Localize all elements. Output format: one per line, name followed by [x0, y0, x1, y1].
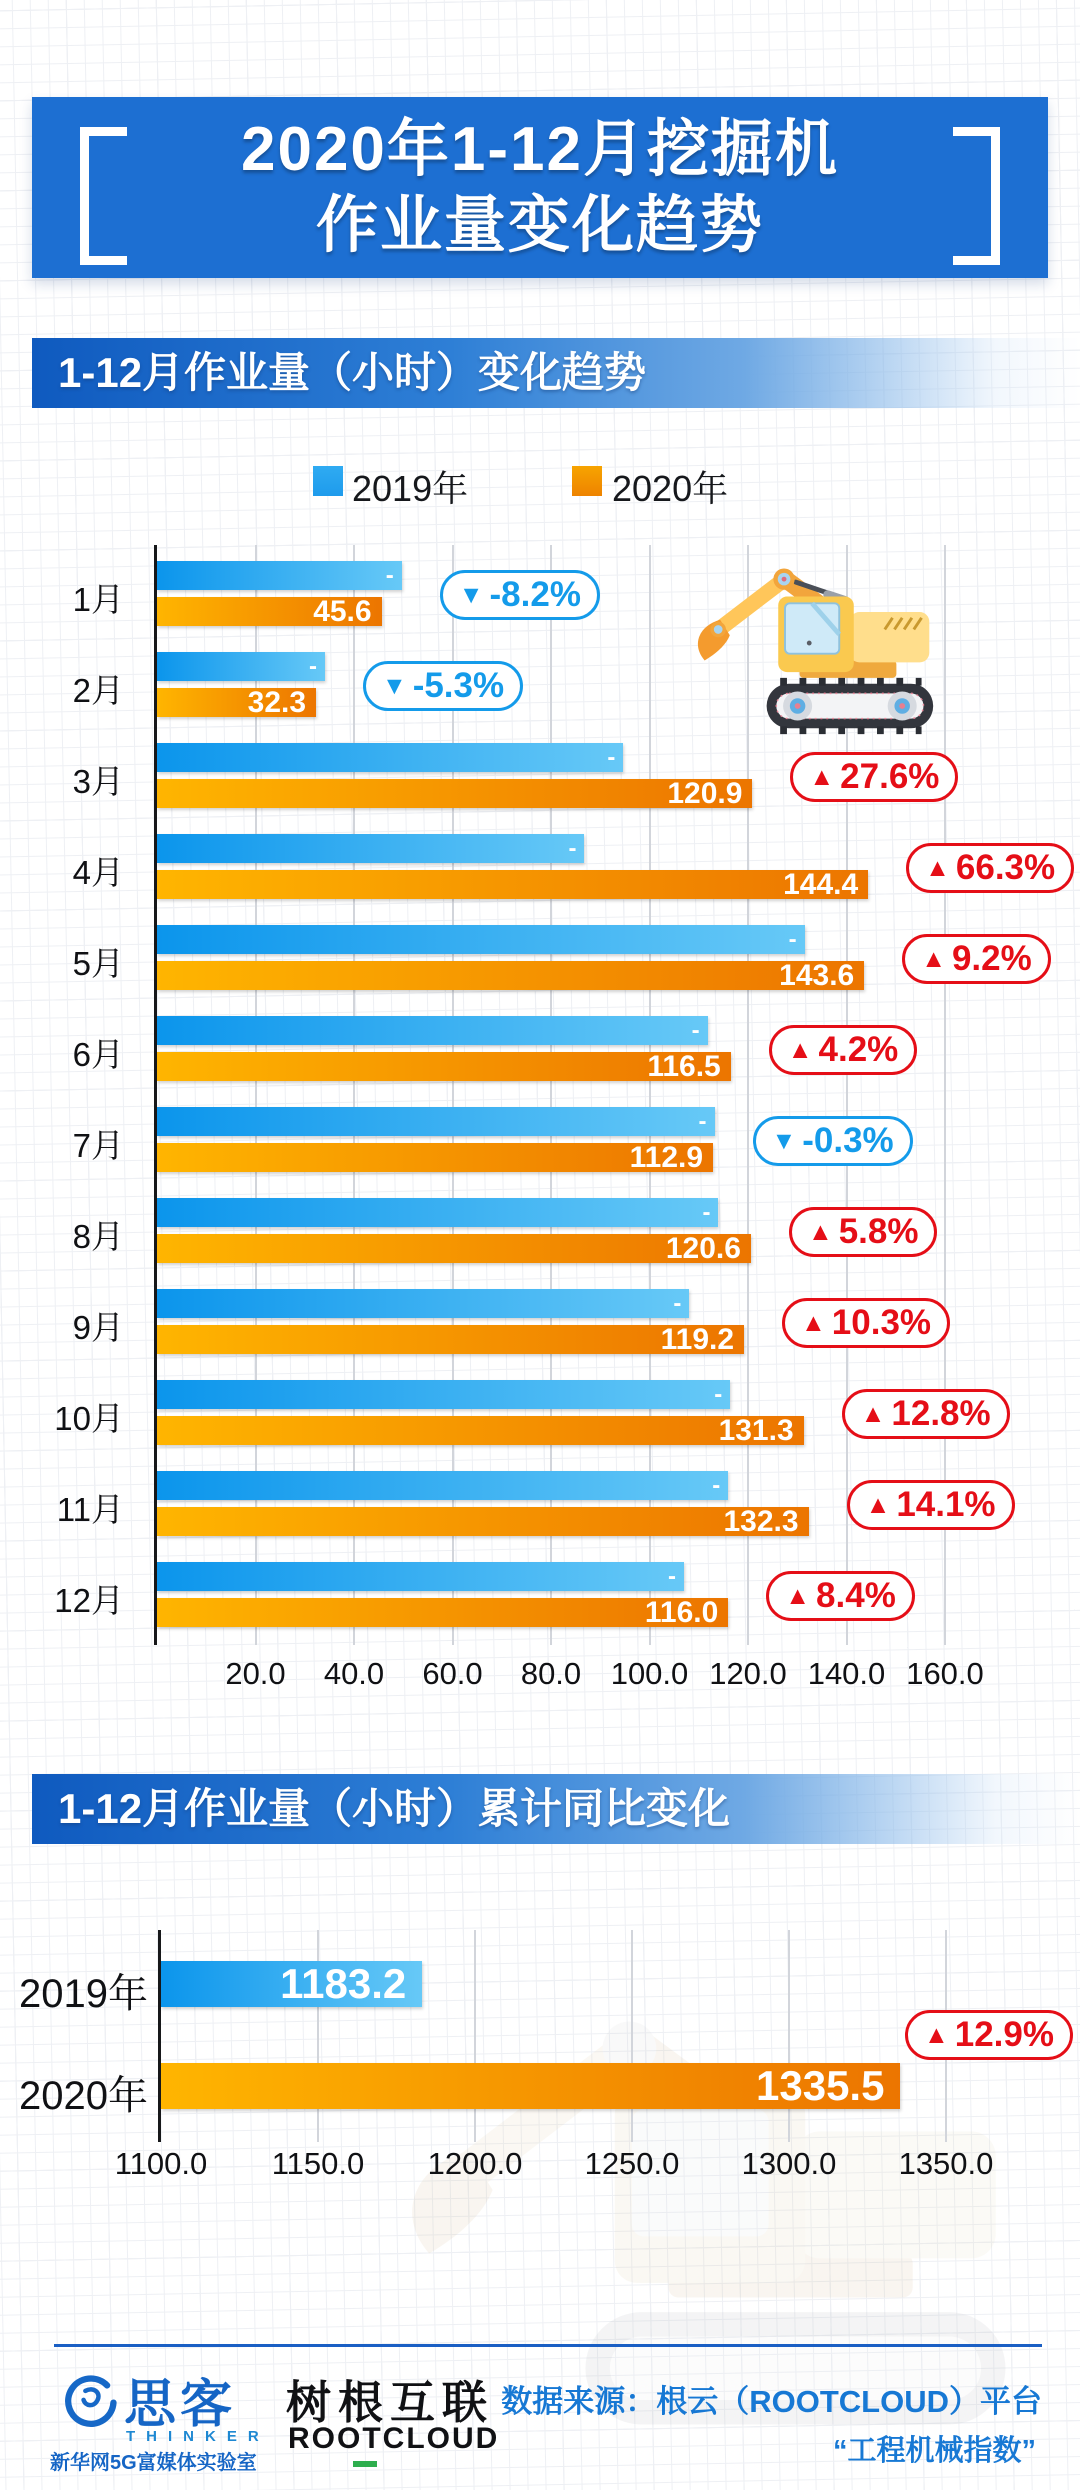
- month-label-1: 1月: [72, 581, 124, 618]
- bar-2020-month-4: 144.4: [157, 870, 868, 899]
- bar-2020-month-8: 120.6: [157, 1234, 751, 1263]
- month-label-8: 8月: [72, 1218, 124, 1255]
- chart1-tick-label: 140.0: [807, 1656, 886, 1691]
- up-triangle-icon: ▲: [925, 853, 950, 882]
- chart2-tick-label: 1250.0: [584, 2146, 680, 2181]
- month-label-5: 5月: [72, 945, 124, 982]
- bar-2020-month-12: 116.0: [157, 1598, 728, 1627]
- chart2-tick-label: 1150.0: [271, 2146, 365, 2181]
- chart2-tick-label: 1100.0: [114, 2146, 208, 2181]
- change-badge-month-9: [782, 1298, 950, 1348]
- change-badge-month-8: [789, 1207, 938, 1257]
- bar-2019-month-1: -: [157, 561, 402, 590]
- month-label-11: 11月: [56, 1491, 124, 1528]
- chart2-gridline-1200.0: [474, 1930, 476, 2142]
- chart1-tick-label: 60.0: [422, 1656, 483, 1691]
- chart1-tick-label: 100.0: [610, 1656, 689, 1691]
- chart2-gridline-1250.0: [631, 1930, 633, 2142]
- up-triangle-icon: ▲: [787, 1035, 813, 1064]
- section2-header: 1-12月作业量（小时）累计同比变化: [32, 1774, 1080, 1844]
- change-badge-month-4: [906, 843, 1074, 893]
- thinker-logo-text: 思客: [124, 2376, 237, 2434]
- page-title-line2: 作业量变化趋势: [315, 190, 764, 260]
- change-value: 14.1%: [896, 1485, 996, 1524]
- chart1-tick-label: 160.0: [906, 1656, 984, 1691]
- chart2-tick-label: 1200.0: [427, 2146, 523, 2181]
- change-badge-month-5: [902, 934, 1051, 984]
- bar-2020-month-6: 116.5: [157, 1052, 731, 1081]
- bar-2020-month-11: 132.3: [157, 1507, 809, 1536]
- month-label-12: 12月: [54, 1582, 124, 1619]
- change-badge-month-3: [790, 752, 958, 802]
- rootcloud-logo-latin: ROOTCLOUD: [288, 2422, 500, 2455]
- page-title: [32, 97, 1048, 278]
- total-bar-2020年: 1335.5: [161, 2063, 900, 2109]
- change-value: -0.3%: [802, 1121, 894, 1160]
- change-value: 4.2%: [818, 1030, 899, 1069]
- bar-2019-month-5: -: [157, 925, 805, 954]
- up-triangle-icon: ▲: [860, 1399, 886, 1428]
- change-value: 27.6%: [840, 757, 940, 796]
- up-triangle-icon: ▲: [801, 1308, 826, 1337]
- change-value: -5.3%: [412, 666, 505, 705]
- bar-2019-month-2: -: [157, 652, 325, 681]
- change-value: 12.9%: [954, 2015, 1054, 2054]
- month-label-10: 10月: [54, 1400, 124, 1437]
- change-value: 66.3%: [955, 848, 1056, 887]
- month-label-4: 4月: [72, 854, 124, 891]
- month-label-3: 3月: [72, 763, 124, 800]
- change-value: 9.2%: [951, 939, 1032, 978]
- up-triangle-icon: ▲: [807, 1217, 833, 1246]
- left-bracket-icon: [80, 127, 127, 265]
- up-triangle-icon: ▲: [809, 762, 835, 791]
- change-value: 10.3%: [831, 1303, 932, 1342]
- thinker-logo-icon: [60, 2370, 118, 2428]
- data-source-line1: 数据来源：根云（ROOTCLOUD）平台: [501, 2384, 1042, 2419]
- bar-2020-month-5: 143.6: [157, 961, 864, 990]
- right-bracket-icon: [953, 127, 1000, 265]
- total-bar-2019年: 1183.2: [161, 1961, 422, 2007]
- bar-2020-month-9: 119.2: [157, 1325, 744, 1354]
- bar-2020-month-1: 45.6: [157, 597, 382, 626]
- month-label-7: 7月: [72, 1127, 124, 1164]
- legend-label-2020: 2020年: [612, 468, 729, 509]
- month-label-6: 6月: [72, 1036, 124, 1073]
- chart2-tick-label: 1300.0: [741, 2146, 837, 2181]
- bar-2019-month-12: -: [157, 1562, 684, 1591]
- chart1-tick-label: 40.0: [323, 1656, 385, 1691]
- chart1-tick-label: 120.0: [709, 1656, 787, 1691]
- change-badge-total: [905, 2010, 1073, 2060]
- bar-2019-month-7: -: [157, 1107, 715, 1136]
- section1-header: 1-12月作业量（小时）变化趋势: [32, 338, 1080, 408]
- chart2-tick-label: 1350.0: [898, 2146, 994, 2181]
- year-label-2019年: 2019年: [19, 1972, 148, 2016]
- change-badge-month-12: [766, 1571, 915, 1621]
- down-triangle-icon: ▼: [771, 1126, 797, 1155]
- bar-2019-month-4: -: [157, 834, 584, 863]
- rootcloud-green-dash: [353, 2461, 377, 2467]
- change-value: -8.2%: [489, 575, 581, 614]
- bar-2020-month-2: 32.3: [157, 688, 316, 717]
- change-badge-month-10: [842, 1389, 1010, 1439]
- page-title-line1: 2020年1-12月挖掘机: [240, 114, 840, 184]
- bar-2019-month-6: -: [157, 1016, 708, 1045]
- change-badge-month-2: [363, 661, 523, 711]
- change-value: 12.8%: [891, 1394, 991, 1433]
- bar-2019-month-10: -: [157, 1380, 730, 1409]
- up-triangle-icon: ▲: [921, 944, 946, 973]
- change-badge-month-1: [440, 570, 600, 620]
- chart1-tick-label: 20.0: [225, 1656, 286, 1691]
- thinker-logo-subtitle: 新华网5G富媒体实验室: [50, 2452, 257, 2474]
- month-label-9: 9月: [72, 1309, 124, 1346]
- year-label-2020年: 2020年: [19, 2074, 148, 2118]
- down-triangle-icon: ▼: [381, 671, 407, 700]
- rootcloud-logo-text: 树根互联: [286, 2377, 495, 2428]
- legend-swatch-2020: [572, 466, 602, 496]
- bar-2019-month-11: -: [157, 1471, 728, 1500]
- change-badge-month-6: [769, 1025, 918, 1075]
- data-source-line2: “工程机械指数”: [832, 2435, 1036, 2467]
- change-badge-month-7: [753, 1116, 913, 1166]
- bar-2020-month-10: 131.3: [157, 1416, 804, 1445]
- legend-label-2019: 2019年: [352, 468, 469, 509]
- thinker-logo-latin: THINKER: [126, 2428, 270, 2445]
- bar-2019-month-3: -: [157, 743, 623, 772]
- chart2-gridline-1300.0: [788, 1930, 790, 2142]
- up-triangle-icon: ▲: [865, 1490, 891, 1519]
- down-triangle-icon: ▼: [458, 580, 484, 609]
- month-label-2: 2月: [72, 672, 124, 709]
- bar-2020-month-3: 120.9: [157, 779, 752, 808]
- up-triangle-icon: ▲: [785, 1581, 811, 1610]
- change-value: 8.4%: [816, 1576, 896, 1615]
- up-triangle-icon: ▲: [924, 2020, 949, 2049]
- bar-2019-month-8: -: [157, 1198, 718, 1227]
- footer-divider: [54, 2344, 1042, 2347]
- chart1-tick-label: 80.0: [520, 1656, 582, 1691]
- legend-swatch-2019: [313, 466, 343, 496]
- bar-2020-month-7: 112.9: [157, 1143, 713, 1172]
- change-badge-month-11: [847, 1480, 1015, 1530]
- bar-2019-month-9: -: [157, 1289, 689, 1318]
- change-value: 5.8%: [838, 1212, 919, 1251]
- excavator-illustration: [685, 552, 947, 736]
